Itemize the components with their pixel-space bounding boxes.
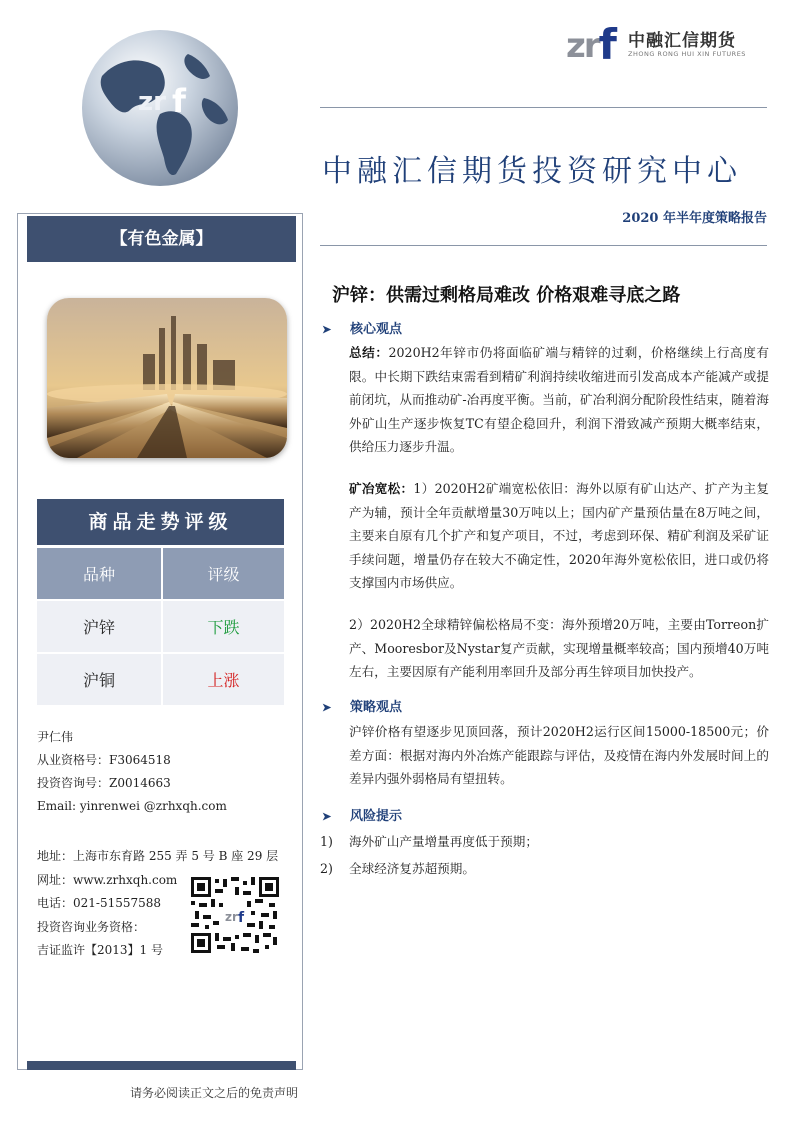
table-row [37, 653, 284, 706]
qualification: 投资咨询业务资格： [37, 919, 146, 934]
sidebar-bottom-bar [27, 1061, 296, 1070]
report-type: 2020 年半年度策略报告 [622, 211, 767, 226]
analyst-contact [37, 726, 292, 818]
variety-cell: 沪铜 [37, 653, 162, 706]
brand-logo [566, 18, 766, 69]
category-header: 【有色金属】 [27, 216, 296, 262]
brand-name-cn: 中融汇信期货 [628, 31, 736, 51]
mine-paragraph: 矿冶宽松：1）2020H2矿端宽松依旧：海外以原有矿山达产、扩产为主复产为辅，预计全年贡献增量30万吨以上；国内矿产量预估量在8万吨之间，主要来自原有几个扩产和复产项目，不过，考虑到环保、精矿利润及采矿证手续问题，增量仍存在较大不确定性，2020年海外宽松依旧，进口或仍将支撑国内市场供应。 [349, 481, 769, 590]
rating-table [37, 548, 284, 707]
table-row [37, 600, 284, 653]
svg-text:f: f [238, 910, 245, 926]
svg-text:zr: zr [225, 910, 238, 924]
brand-mark: zrf [566, 20, 615, 69]
email-address: Email: yinrenwei @zrhxqh.com [37, 799, 227, 813]
section-strategy: ➤ 策略观点 [322, 700, 403, 715]
disclaimer-note: 请务必阅读正文之后的免责声明 [129, 1086, 298, 1100]
refine-paragraph: 2）2020H2全球精锌偏松格局不变：海外预增20万吨，主要由Torreon扩产、Mooresbor及Nystar复产贡献，实现增量概率较高；国内预增40万吨左右，主要因原有产能利用率回升及部分再生锌项目加快投产。 [349, 617, 769, 679]
analyst-name: 尹仁伟 [37, 730, 74, 744]
column-header-rating: 评级 [162, 548, 284, 600]
permit-number: 吉证监许【2013】1 号 [37, 943, 163, 957]
rating-cell: 上涨 [162, 653, 284, 706]
globe-logo [80, 28, 240, 188]
brand-name-en: ZHONG RONG HUI XIN FUTURES [628, 50, 746, 58]
telephone: 电话：021-51557588 [37, 896, 162, 910]
section-risk: ➤ 风险提示 [322, 809, 403, 824]
rating-cell: 下跌 [162, 600, 284, 653]
arrow-bullet-icon: ➤ [322, 323, 332, 336]
research-center-title: 中融汇信期货投资研究中心 [322, 154, 742, 189]
section-core-view: ➤ 核心观点 [322, 322, 403, 337]
header-divider-bottom [320, 245, 767, 246]
website: 网址：www.zrhxqh.com [37, 872, 178, 887]
report-title: 沪锌：供需过剩格局难改 价格艰难寻底之路 [332, 285, 681, 306]
qr-code [191, 877, 279, 953]
rating-title: 商品走势评级 [37, 499, 284, 545]
company-info [37, 845, 279, 963]
arrow-bullet-icon: ➤ [322, 810, 332, 823]
cover-photo [47, 298, 287, 458]
column-header-variety: 品种 [37, 548, 162, 600]
license-number: 从业资格号：F3064518 [37, 753, 171, 767]
rating-header-row [37, 548, 284, 600]
summary-paragraph: 总结：2020H2年锌市仍将面临矿端与精锌的过剩，价格继续上行高度有限。中长期下跌结束需看到精矿利润持续收缩进而引发高成本产能减产或提前闭坑，从而推动矿-冶再度平衡。当前，矿冶利润分配阶段性结束，随着海外矿山生产逐步恢复TC有望企稳回升，利润下滑致减产预期大概率结束，供给压力逐步升温。 [349, 345, 769, 454]
arrow-bullet-icon: ➤ [322, 701, 332, 714]
list-item: 1) 海外矿山产量增量再度低于预期； [320, 834, 538, 849]
header-divider-top [320, 107, 767, 108]
svg-text:zr: zr [138, 87, 166, 117]
variety-cell: 沪锌 [37, 600, 162, 653]
address: 地址：上海市东育路 255 弄 5 号 B 座 29 层 [37, 849, 279, 863]
svg-text:f: f [172, 82, 186, 120]
list-item: 2) 全球经济复苏超预期。 [320, 861, 475, 876]
consult-number: 投资咨询号：Z0014663 [37, 776, 171, 790]
strategy-paragraph: 沪锌价格有望逐步见顶回落，预计2020H2运行区间15000-18500元；价差方面：根据对海内外冶炼产能跟踪与评估，及疫情在海内外发展时间上的差异内强外弱格局有望扭转。 [349, 724, 769, 786]
